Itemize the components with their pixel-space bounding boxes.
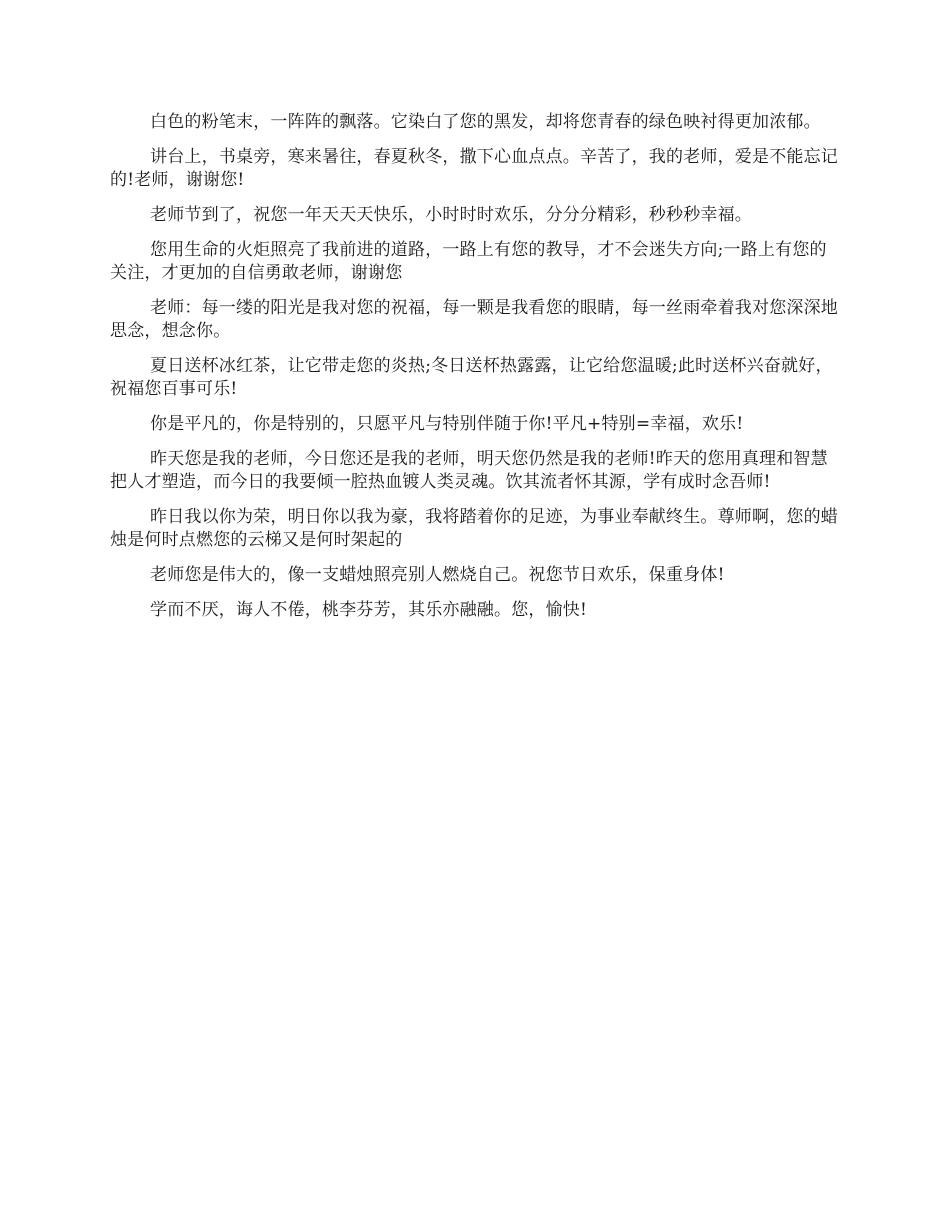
paragraph-3: 老师节到了，祝您一年天天天快乐，小时时时欢乐，分分分精彩，秒秒秒幸福。 bbox=[150, 205, 752, 225]
paragraph-4: 您用生命的火炬照亮了我前进的道路，一路上有您的教导，才不会迷失方向;一路上有您的关注，才更加的自信勇敢老师，谢谢您 bbox=[110, 240, 827, 283]
paragraph-5: 老师：每一缕的阳光是我对您的祝福，每一颗是我看您的眼睛，每一丝雨牵着我对您深深地思念，想念你。 bbox=[110, 298, 838, 341]
paragraph-9: 昨日我以你为荣，明日你以我为豪，我将踏着你的足迹，为事业奉献终生。尊师啊，您的蜡烛是何时点燃您的云梯又是何时架起的 bbox=[110, 507, 838, 550]
paragraph-10: 老师您是伟大的，像一支蜡烛照亮别人燃烧自己。祝您节日欢乐，保重身体! bbox=[150, 565, 725, 585]
paragraph-11: 学而不厌，诲人不倦，桃李芬芳，其乐亦融融。您，愉快! bbox=[150, 600, 588, 620]
paragraph-6: 夏日送杯冰红茶，让它带走您的炎热;冬日送杯热露露，让它给您温暖;此时送杯兴奋就好，祝福您百事可乐! bbox=[110, 356, 833, 399]
paragraph-7: 你是平凡的，你是特别的，只愿平凡与特别伴随于你!平凡+特别=幸福，欢乐! bbox=[150, 414, 744, 434]
document-body bbox=[110, 111, 842, 634]
paragraph-1: 白色的粉笔末，一阵阵的飘落。它染白了您的黑发，却将您青春的绿色映衬得更加浓郁。 bbox=[150, 112, 821, 132]
paragraph-8: 昨天您是我的老师，今日您还是我的老师，明天您仍然是我的老师!昨天的您用真理和智慧把人才塑造，而今日的我要倾一腔热血镀人类灵魂。饮其流者怀其源，学有成时念吾师! bbox=[110, 449, 828, 492]
paragraph-2: 讲台上，书桌旁，寒来暑往，春夏秋冬，撒下心血点点。辛苦了，我的老师，爱是不能忘记的!老师，谢谢您! bbox=[110, 147, 838, 190]
